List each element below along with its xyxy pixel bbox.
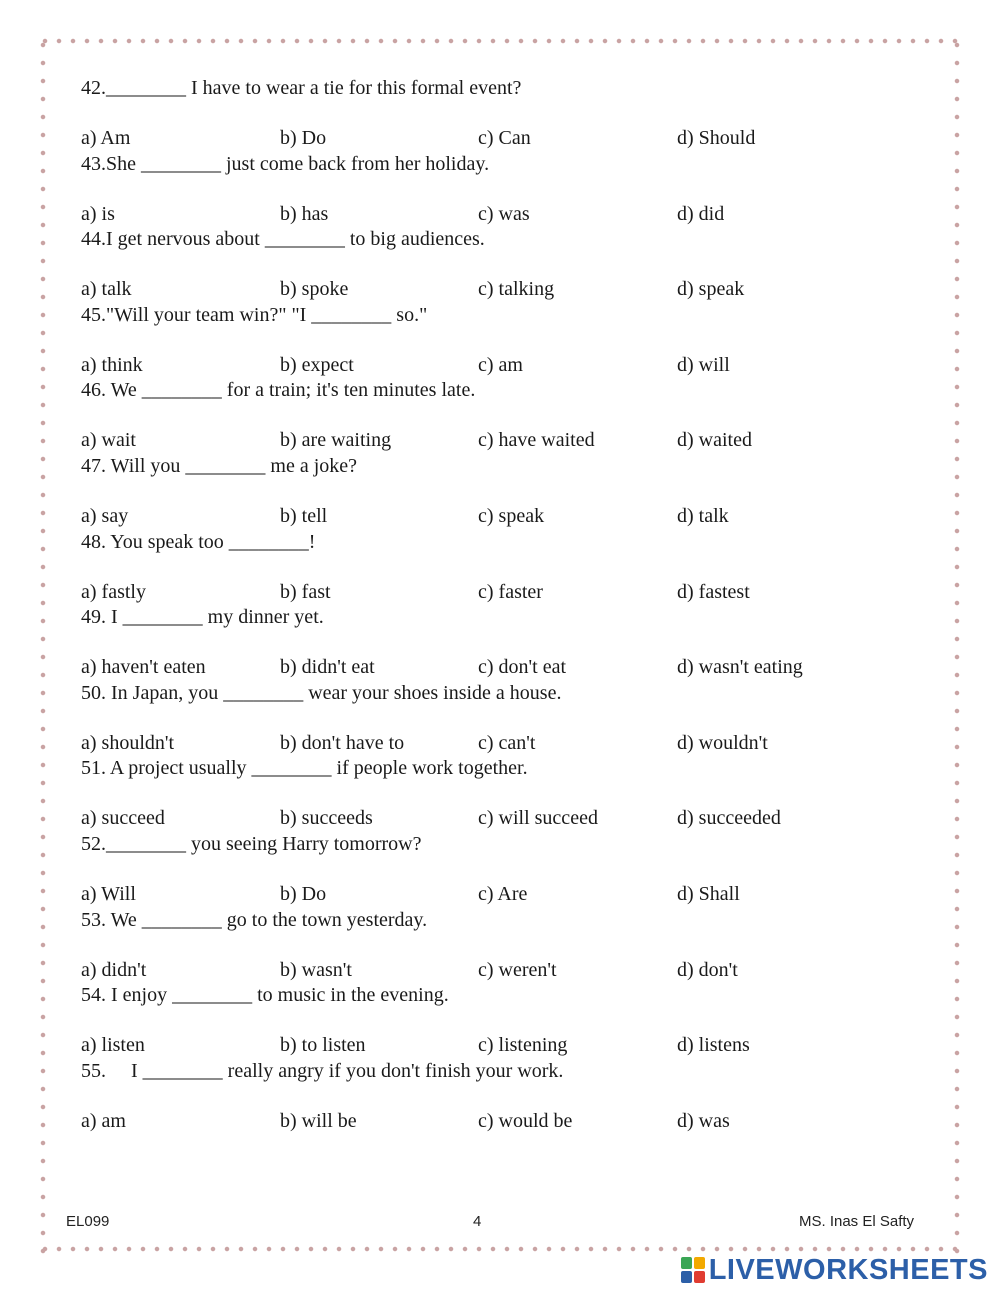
question-stem: 51. A project usually ________ if people work together.: [81, 757, 528, 779]
question-stem: 48. You speak too ________!: [81, 531, 316, 553]
question-stem: 44.I get nervous about ________ to big audiences.: [81, 228, 485, 250]
answer-option: b) tell: [280, 505, 328, 527]
question-stem: 45."Will your team win?" "I ________ so.": [81, 304, 428, 326]
answer-option: b) spoke: [280, 278, 349, 300]
answer-option: c) listening: [478, 1034, 568, 1056]
border-left: [38, 36, 48, 1254]
liveworksheets-logo-icon: [681, 1257, 705, 1283]
answer-option: b) Do: [280, 883, 327, 905]
answer-option: c) weren't: [478, 959, 557, 981]
question-stem: 43.She ________ just come back from her holiday.: [81, 153, 490, 175]
answer-option: b) didn't eat: [280, 656, 375, 678]
answer-option: a) didn't: [81, 959, 147, 981]
answer-option: d) succeeded: [677, 807, 781, 829]
logo-square: [681, 1271, 692, 1283]
answer-option: a) wait: [81, 429, 136, 451]
footer-code: EL099: [66, 1213, 110, 1230]
answer-option: a) say: [81, 505, 129, 527]
answer-option: d) speak: [677, 278, 745, 300]
answer-option: c) talking: [478, 278, 555, 300]
answer-option: c) Can: [478, 127, 531, 149]
border-bottom: [38, 1244, 962, 1254]
answer-option: d) wasn't eating: [677, 656, 803, 678]
question-stem: 49. I ________ my dinner yet.: [81, 606, 324, 628]
answer-option: d) wouldn't: [677, 732, 768, 754]
answer-option: d) Shall: [677, 883, 740, 905]
border-top: [38, 36, 962, 46]
question-stem: 52.________ you seeing Harry tomorrow?: [81, 833, 422, 855]
answer-option: c) will succeed: [478, 807, 598, 829]
answer-option: d) waited: [677, 429, 752, 451]
answer-option: b) expect: [280, 354, 354, 376]
answer-option: c) have waited: [478, 429, 595, 451]
answer-option: b) wasn't: [280, 959, 352, 981]
answer-option: d) talk: [677, 505, 729, 527]
answer-option: b) Do: [280, 127, 327, 149]
answer-option: c) don't eat: [478, 656, 567, 678]
liveworksheets-logo-text: LIVEWORKSHEETS: [708, 1253, 988, 1286]
question-stem: 42.________ I have to wear a tie for this formal event?: [81, 77, 522, 99]
answer-option: a) shouldn't: [81, 732, 175, 754]
answer-option: d) Should: [677, 127, 756, 149]
answer-option: c) was: [478, 203, 530, 225]
answer-option: a) succeed: [81, 807, 165, 829]
answer-option: d) was: [677, 1110, 730, 1132]
answer-option: d) don't: [677, 959, 738, 981]
answer-option: b) will be: [280, 1110, 357, 1132]
answer-option: a) haven't eaten: [81, 656, 206, 678]
answer-option: a) Will: [81, 883, 136, 905]
answer-option: a) listen: [81, 1034, 145, 1056]
answer-option: a) am: [81, 1110, 126, 1132]
answer-option: b) succeeds: [280, 807, 373, 829]
answer-option: c) am: [478, 354, 523, 376]
logo-square: [694, 1271, 705, 1283]
answer-option: b) fast: [280, 581, 331, 603]
footer-page-number: 4: [473, 1213, 482, 1230]
answer-option: c) speak: [478, 505, 545, 527]
answer-option: c) would be: [478, 1110, 573, 1132]
answer-option: c) can't: [478, 732, 536, 754]
question-stem: 46. We ________ for a train; it's ten minutes late.: [81, 379, 476, 401]
answer-option: a) think: [81, 354, 143, 376]
answer-option: d) did: [677, 203, 725, 225]
answer-option: a) Am: [81, 127, 131, 149]
answer-option: b) has: [280, 203, 329, 225]
liveworksheets-logo: [681, 1254, 988, 1286]
answer-option: d) listens: [677, 1034, 750, 1056]
border-right: [952, 36, 962, 1254]
answer-option: c) Are: [478, 883, 528, 905]
question-stem: 55. I ________ really angry if you don't finish your work.: [81, 1060, 564, 1082]
answer-option: a) fastly: [81, 581, 146, 603]
answer-option: c) faster: [478, 581, 543, 603]
answer-option: b) don't have to: [280, 732, 405, 754]
logo-square: [681, 1257, 692, 1269]
question-stem: 54. I enjoy ________ to music in the evening.: [81, 984, 449, 1006]
answer-option: a) is: [81, 203, 115, 225]
answer-option: b) are waiting: [280, 429, 392, 451]
question-stem: 50. In Japan, you ________ wear your shoes inside a house.: [81, 682, 562, 704]
answer-option: a) talk: [81, 278, 132, 300]
logo-square: [694, 1257, 705, 1269]
footer-author: MS. Inas El Safty: [799, 1213, 915, 1230]
question-stem: 53. We ________ go to the town yesterday.: [81, 909, 428, 931]
answer-option: d) fastest: [677, 581, 750, 603]
answer-option: d) will: [677, 354, 730, 376]
answer-option: b) to listen: [280, 1034, 366, 1056]
question-stem: 47. Will you ________ me a joke?: [81, 455, 358, 477]
